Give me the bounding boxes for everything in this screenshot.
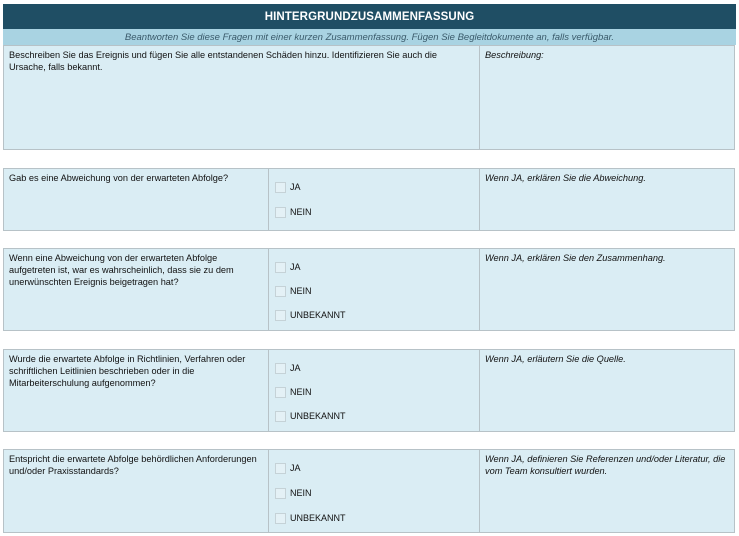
checkbox-unbekannt[interactable] [275, 310, 286, 321]
section-contribution [3, 248, 735, 331]
explanation-field[interactable]: Wenn JA, erklären Sie den Zusammenhang. [485, 253, 666, 263]
question-deviation: Gab es eine Abweichung von der erwarteten Abfolge? [4, 169, 269, 230]
section-deviation [3, 168, 735, 231]
option-nein[interactable] [275, 285, 312, 297]
option-label: JA [290, 363, 301, 373]
checkbox-unbekannt[interactable] [275, 411, 286, 422]
section-standards [3, 449, 735, 533]
option-nein[interactable] [275, 206, 312, 218]
options-documentation [269, 350, 480, 431]
section-event-description [3, 45, 735, 150]
option-label: JA [290, 262, 301, 272]
option-label: NEIN [290, 387, 312, 397]
option-unbekannt[interactable] [275, 410, 346, 422]
explanation-field[interactable]: Wenn JA, definieren Sie Referenzen und/oder Literatur, die vom Team konsultiert wurden. [485, 454, 726, 476]
checkbox-ja[interactable] [275, 463, 286, 474]
option-ja[interactable] [275, 462, 301, 474]
option-label: UNBEKANNT [290, 411, 346, 421]
option-label: JA [290, 182, 301, 192]
option-unbekannt[interactable] [275, 512, 346, 524]
options-standards [269, 450, 480, 532]
options-deviation [269, 169, 480, 230]
option-nein[interactable] [275, 487, 312, 499]
option-label: UNBEKANNT [290, 513, 346, 523]
question-event-description: Beschreiben Sie das Ereignis und fügen Sie alle entstandenen Schäden hinzu. Identifizieren Sie auch die Ursache, falls bekannt. [4, 46, 480, 149]
option-label: NEIN [290, 207, 312, 217]
options-contribution [269, 249, 480, 330]
form-title: HINTERGRUNDZUSAMMENFASSUNG [3, 4, 736, 29]
checkbox-unbekannt[interactable] [275, 513, 286, 524]
option-label: NEIN [290, 286, 312, 296]
form-instructions: Beantworten Sie diese Fragen mit einer kurzen Zusammenfassung. Fügen Sie Begleitdokumente an, falls verfügbar. [3, 29, 736, 45]
description-field[interactable]: Beschreibung: [485, 50, 544, 60]
explanation-field[interactable]: Wenn JA, erklären Sie die Abweichung. [485, 173, 646, 183]
option-ja[interactable] [275, 181, 301, 193]
option-label: JA [290, 463, 301, 473]
checkbox-ja[interactable] [275, 363, 286, 374]
question-contribution: Wenn eine Abweichung von der erwarteten Abfolge aufgetreten ist, war es wahrscheinlich, dass sie zu dem unerwünschten Ereignis beigetragen hat? [4, 249, 269, 330]
checkbox-nein[interactable] [275, 286, 286, 297]
option-unbekannt[interactable] [275, 309, 346, 321]
checkbox-nein[interactable] [275, 387, 286, 398]
section-documentation [3, 349, 735, 432]
option-label: UNBEKANNT [290, 310, 346, 320]
checkbox-nein[interactable] [275, 488, 286, 499]
explanation-field[interactable]: Wenn JA, erläutern Sie die Quelle. [485, 354, 626, 364]
option-label: NEIN [290, 488, 312, 498]
checkbox-ja[interactable] [275, 182, 286, 193]
option-ja[interactable] [275, 362, 301, 374]
question-documentation: Wurde die erwartete Abfolge in Richtlinien, Verfahren oder schriftlichen Leitlinien beschrieben oder in die Mitarbeiterschulung aufgenommen? [4, 350, 269, 431]
question-standards: Entspricht die erwartete Abfolge behördlichen Anforderungen und/oder Praxisstandards? [4, 450, 269, 532]
checkbox-nein[interactable] [275, 207, 286, 218]
option-nein[interactable] [275, 386, 312, 398]
checkbox-ja[interactable] [275, 262, 286, 273]
option-ja[interactable] [275, 261, 301, 273]
